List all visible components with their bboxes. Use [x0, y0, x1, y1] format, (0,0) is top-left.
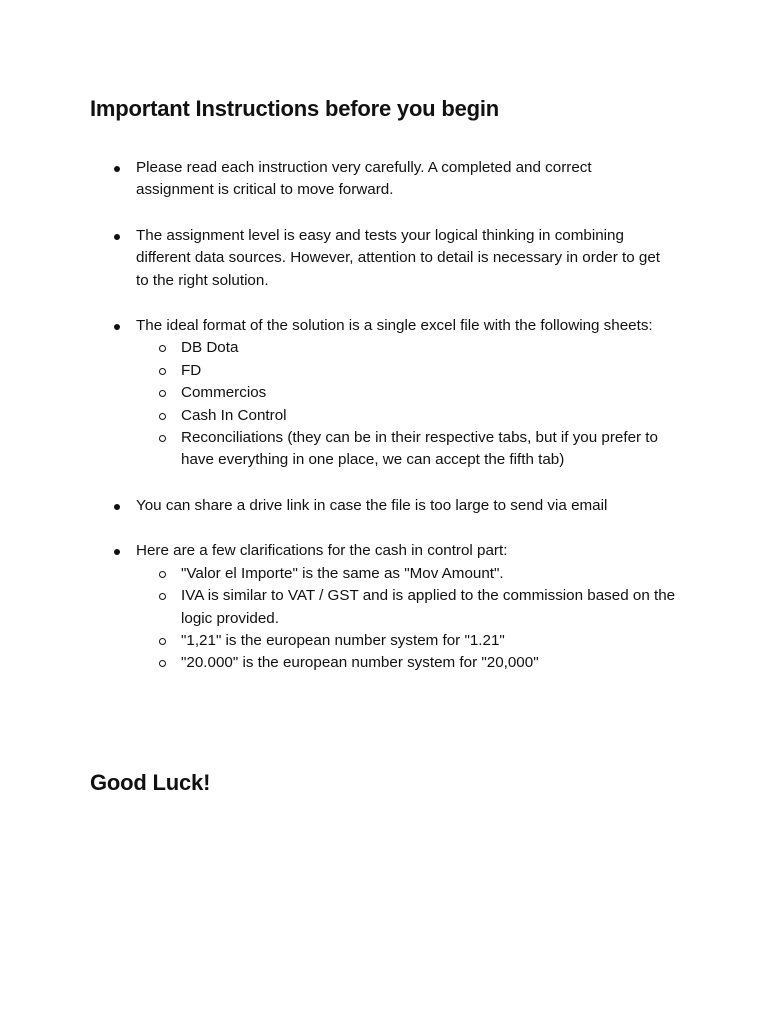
sub-item-text: "1,21" is the european number system for "1.21"	[181, 631, 505, 649]
sub-item-text: DB Dota	[181, 339, 239, 357]
sub-item-text: Cash In Control	[181, 406, 287, 424]
instruction-item	[0, 157, 768, 202]
sub-list-item	[0, 337, 768, 359]
bullet-icon	[114, 234, 120, 240]
sub-list-item	[0, 630, 768, 652]
sub-item-text: IVA is similar to VAT / GST and is applied to the commission based on the logic provided.	[181, 587, 676, 627]
closing-heading: Good Luck!	[90, 770, 211, 795]
bullet-icon	[114, 549, 120, 555]
circle-bullet-icon	[159, 571, 166, 578]
instruction-item	[0, 315, 768, 472]
instruction-text: The ideal format of the solution is a single excel file with the following sheets:	[136, 317, 653, 335]
bullet-icon	[114, 324, 120, 330]
circle-bullet-icon	[159, 660, 166, 667]
instruction-text: The assignment level is easy and tests your logical thinking in combining different data sources. However, attention to detail is necessary in order to get to the right solution.	[136, 226, 660, 289]
sub-list-item	[0, 427, 768, 472]
sheet-list	[0, 337, 768, 471]
bullet-icon	[114, 504, 120, 510]
sub-item-text: FD	[181, 361, 202, 379]
sub-list-item	[0, 382, 768, 404]
circle-bullet-icon	[159, 593, 166, 600]
instruction-text: You can share a drive link in case the file is too large to send via email	[136, 496, 608, 514]
sub-list-item	[0, 360, 768, 382]
circle-bullet-icon	[159, 435, 166, 442]
clarification-list	[0, 563, 768, 675]
page-title: Important Instructions before you begin	[90, 96, 499, 121]
instruction-text: Please read each instruction very carefully. A completed and correct assignment is critical to move forward.	[136, 159, 592, 199]
instruction-list	[0, 157, 768, 698]
circle-bullet-icon	[159, 638, 166, 645]
sub-list-item	[0, 563, 768, 585]
circle-bullet-icon	[159, 390, 166, 397]
instruction-item	[0, 495, 768, 517]
circle-bullet-icon	[159, 345, 166, 352]
sub-list-item	[0, 652, 768, 674]
sub-item-text: Reconciliations (they can be in their respective tabs, but if you prefer to have everything in one place, we can accept the fifth tab)	[181, 429, 658, 469]
bullet-icon	[114, 166, 120, 172]
sub-item-text: Commercios	[181, 384, 267, 402]
instruction-item	[0, 540, 768, 674]
instruction-text: Here are a few clarifications for the cash in control part:	[136, 542, 508, 560]
sub-item-text: "20.000" is the european number system for "20,000"	[181, 654, 539, 672]
circle-bullet-icon	[159, 368, 166, 375]
sub-list-item	[0, 405, 768, 427]
sub-list-item	[0, 585, 768, 630]
instruction-item	[0, 225, 768, 292]
circle-bullet-icon	[159, 413, 166, 420]
sub-item-text: "Valor el Importe" is the same as "Mov Amount".	[181, 564, 504, 582]
